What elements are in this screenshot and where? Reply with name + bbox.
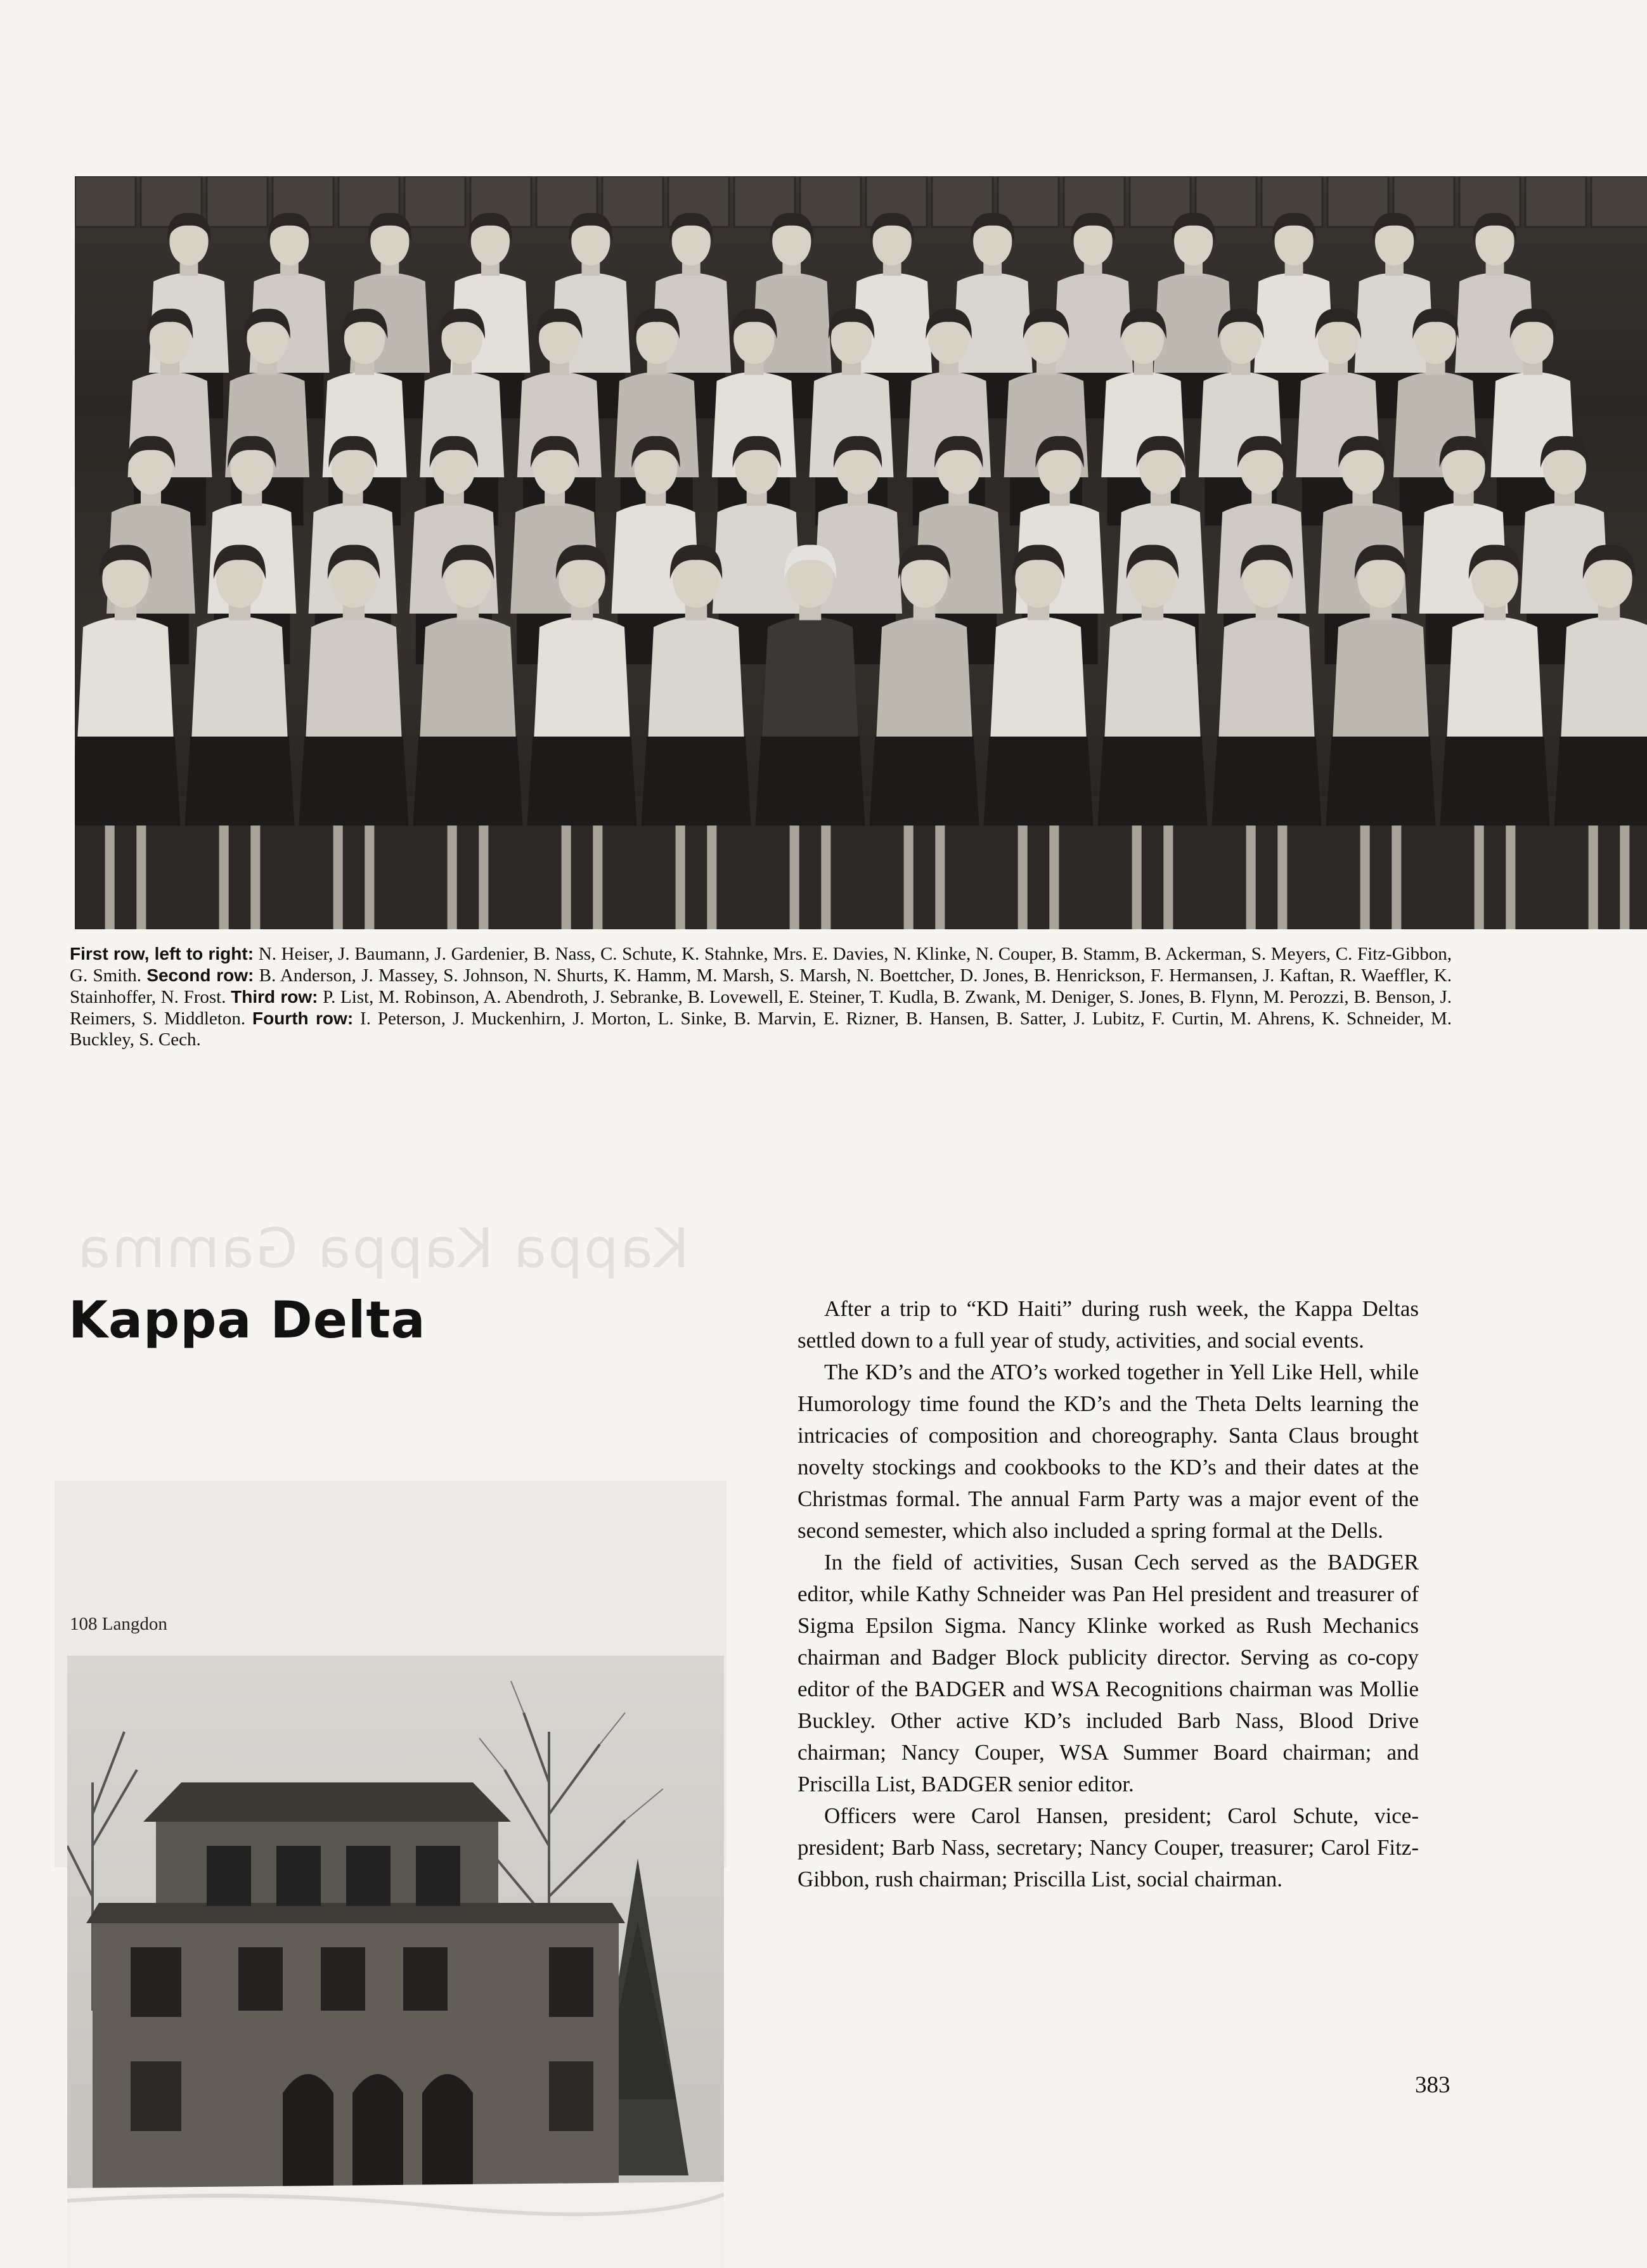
caption-first-row-label: First row, left to right: [70,944,254,963]
group-photo [75,176,1647,929]
house-photo [67,1656,724,2268]
article-paragraph: After a trip to “KD Haiti” during rush week, the Kappa Deltas settled down to a full year of study, activities, and social events. [798,1296,1419,1353]
caption-second-row-label: Second row: [146,965,254,985]
caption-first-row-names: N. Heiser, J. Baumann, J. Gardenier, B. Nass, C. Schute, K. Stahnke, Mrs. E. Davies, N. Klinke, N. Couper, B. Stamm, B. Ackerman, S. Meyers, C. Fitz-Gibbon, G. Smith. [70,944,1452,986]
photo-caption [70,943,1452,1050]
caption-third-row-label: Third row: [231,987,318,1007]
house-illustration [67,1656,724,2268]
caption-fourth-row-names: I. Peterson, J. Muckenhirn, J. Morton, L. Sinke, B. Marvin, E. Rizner, B. Hansen, B. Satter, J. Lubitz, F. Curtin, M. Ahrens, K. Schneider, M. Buckley, S. Cech. [70,1008,1452,1050]
article-paragraph: In the field of activities, Susan Cech served as the BADGER editor, while Kathy Schneider was Pan Hel president and treasurer of Sigma Epsilon Sigma. Nancy Klinke worked as Rush Mechanics chairman and Badger Block publicity director. Serving as co-copy editor of the BADGER and WSA Recognitions chairman was Mollie Buckley. Other active KD’s included Barb Nass, Blood Drive chairman; Nancy Couper, WSA Summer Board chairman; and Priscilla List, BADGER senior editor. [798,1550,1419,1796]
caption-second-row-names: B. Anderson, J. Massey, S. Johnson, N. Shurts, K. Hamm, M. Marsh, S. Marsh, N. Boettcher, D. Jones, B. Henrickson, F. Hermansen, J. Kaftan, R. Waeffler, K. Stainhoffer, N. Frost. [70,965,1452,1007]
article-paragraph: The KD’s and the ATO’s worked together in Yell Like Hell, while Humorology time found the KD’s and the Theta Delts learning the intricacies of composition and choreography. Santa Claus brought novelty stockings and cookbooks to the KD’s and their dates at the Christmas formal. The annual Farm Party was a major event of the second semester, which also included a spring formal at the Dells. [798,1360,1419,1543]
caption-third-row-names: P. List, M. Robinson, A. Abendroth, J. Sebranke, B. Lovewell, E. Steiner, T. Kudla, B. Zwank, M. Deniger, S. Jones, B. Flynn, M. Perozzi, B. Benson, J. Reimers, S. Middleton. [70,987,1452,1029]
caption-fourth-row-label: Fourth row: [252,1008,354,1028]
house-address-label: 108 Langdon [70,1614,167,1634]
page-title: Kappa Delta [68,1291,426,1350]
article-paragraph: Officers were Carol Hansen, president; Carol Schute, vice-president; Barb Nass, secretary; Nancy Couper, treasurer; Carol Fitz-Gibbon, rush chairman; Priscilla List, social chairman. [798,1803,1419,1891]
article-body [798,1293,1419,1895]
group-photo-figures [75,176,1647,929]
show-through-title: Kappa Kappa Gamma [76,1217,690,1280]
page-number: 383 [1415,2072,1450,2098]
